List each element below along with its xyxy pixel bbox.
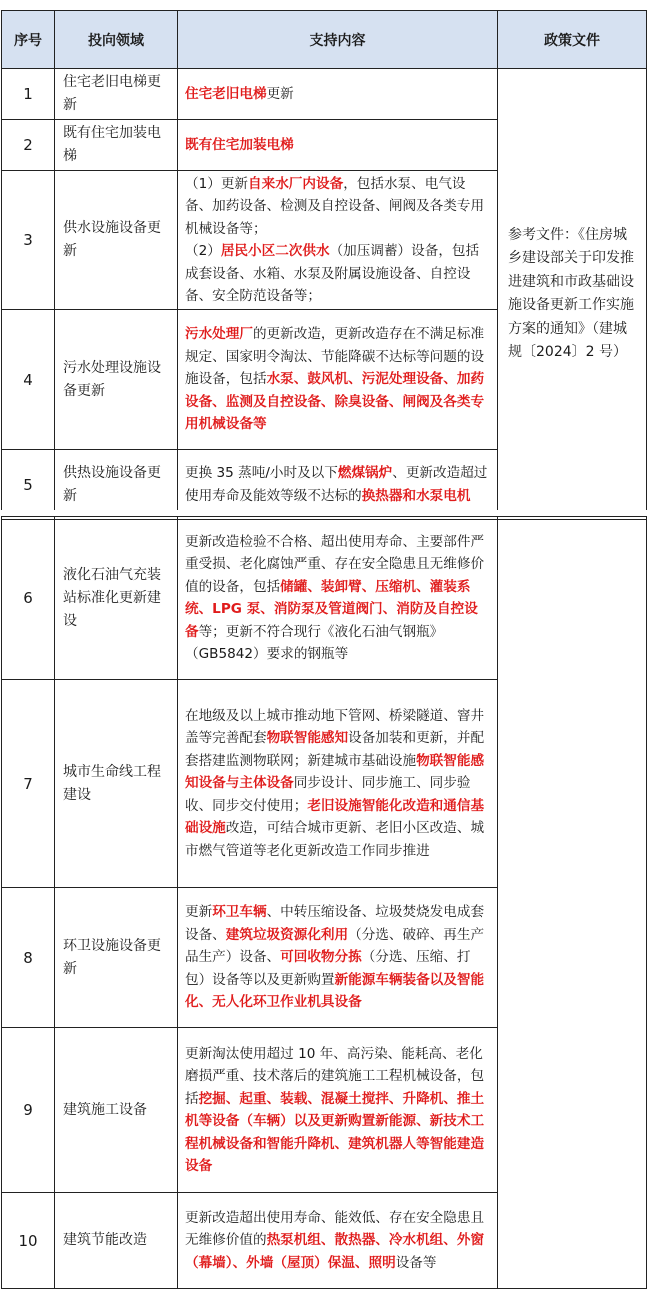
row-no: 1 bbox=[2, 69, 55, 120]
row-field: 供水设施设备更新 bbox=[55, 171, 178, 310]
row-field: 住宅老旧电梯更新 bbox=[55, 69, 178, 120]
row-no: 3 bbox=[2, 171, 55, 310]
highlight-text: 水泵、鼓风机、污泥处理设备、加药设备、监测及自控设备、除臭设备、闸阀及各类专用机械设备等 bbox=[185, 371, 485, 433]
row-no: 9 bbox=[2, 1028, 55, 1193]
row-no: 5 bbox=[2, 450, 55, 520]
row-field: 建筑节能改造 bbox=[55, 1193, 178, 1289]
header-field: 投向领域 bbox=[55, 11, 178, 69]
content-text: 设备等 bbox=[395, 1254, 437, 1271]
highlight-text: 住宅老旧电梯 bbox=[185, 85, 267, 102]
content-text: （分选、破碎、再生产品生产）设备、 bbox=[185, 926, 485, 966]
row-content bbox=[178, 310, 498, 450]
highlight-text: 物联智能感知 bbox=[266, 730, 349, 747]
highlight-text: 建筑垃圾资源化利用 bbox=[225, 926, 349, 943]
row-no: 7 bbox=[2, 680, 55, 888]
content-text: 更换 35 蒸吨/小时及以下 bbox=[185, 465, 338, 481]
row-field: 环卫设施设备更新 bbox=[55, 888, 178, 1028]
content-text: ，包括水泵、电气设备、加药设备、检测及自控设备、闸阀及各类专用机械设备等； bbox=[185, 175, 485, 237]
policy-document: 参考文件：《住房城乡建设部关于印发推进建筑和市政基础设施设备更新工作实施方案的通知》（建城规〔2024〕2 号） bbox=[498, 69, 647, 520]
row-content bbox=[178, 517, 498, 680]
table-header-row bbox=[2, 11, 647, 69]
content-text: 等；更新不符合现行《液化石油气钢瓶》（GB5842）要求的钢瓶等 bbox=[185, 623, 444, 662]
table-row bbox=[2, 517, 647, 680]
header-content: 支持内容 bbox=[178, 11, 498, 69]
row-content bbox=[178, 450, 498, 520]
content-text: 同步设计、同步施工、同步验收、同步交付使用； bbox=[185, 775, 471, 814]
content-text: 、更新改造超过使用寿命及能效等级不达标的 bbox=[185, 465, 488, 504]
content-text: 改造，可结合城市更新、老旧小区改造、城市燃气管道等老化更新改造工作同步推进 bbox=[185, 820, 485, 859]
highlight-text: 环卫车辆 bbox=[212, 904, 267, 921]
row-no: 8 bbox=[2, 888, 55, 1028]
header-policy: 政策文件 bbox=[498, 11, 647, 69]
policy-table-part-1 bbox=[1, 10, 647, 520]
row-field: 既有住宅加装电梯 bbox=[55, 120, 178, 171]
content-text: 更新 bbox=[185, 904, 213, 921]
policy-cell-empty bbox=[498, 517, 647, 1289]
content-text: 更新 bbox=[266, 85, 294, 102]
content-text: （2） bbox=[185, 243, 221, 259]
content-text: 更新改造检验不合格、超出使用寿命、主要部件严重受损、老化腐蚀严重、存在安全隐患且无维修价值的设备，包括 bbox=[185, 533, 485, 595]
highlight-text: 自来水厂内设备 bbox=[248, 175, 344, 192]
highlight-text: 可回收物分拣 bbox=[280, 949, 362, 966]
row-content bbox=[178, 69, 498, 120]
row-no: 6 bbox=[2, 517, 55, 680]
content-text: （加压调蓄）设备，包括成套设备、水箱、水泵及附属设施设备、自控设备、安全防范设备等； bbox=[185, 243, 480, 304]
row-no: 10 bbox=[2, 1193, 55, 1289]
row-content bbox=[178, 1028, 498, 1193]
row-field: 供热设施设备更新 bbox=[55, 450, 178, 520]
row-no: 4 bbox=[2, 310, 55, 450]
row-content bbox=[178, 680, 498, 888]
highlight-text: 储罐、装卸臂、压缩机、灌装系统、LPG 泵、消防泵及管道阀门、消防及自控设备 bbox=[185, 578, 478, 640]
row-content bbox=[178, 120, 498, 171]
highlight-text: 新能源车辆装备以及智能化、无人化环卫作业机具设备 bbox=[185, 971, 485, 1011]
row-content bbox=[178, 171, 498, 310]
highlight-text: 换热器和水泵电机 bbox=[361, 487, 471, 504]
highlight-text: 既有住宅加装电梯 bbox=[185, 136, 294, 153]
row-content bbox=[178, 888, 498, 1028]
highlight-text: 污水处理厂 bbox=[185, 326, 253, 343]
content-text: 更新改造超出使用寿命、能效低、存在安全隐患且无维修价值的 bbox=[185, 1209, 485, 1249]
content-text: （分选、压缩、打包）设备等以及更新购置 bbox=[185, 949, 471, 988]
content-text: 设备加装和更新，并配套搭建监测物联网；新建城市基础设施 bbox=[185, 730, 485, 769]
row-no: 2 bbox=[2, 120, 55, 171]
table-row bbox=[2, 69, 647, 120]
highlight-text: 热泵机组、散热器、冷水机组、外窗（幕墙）、外墙（屋顶）保温、照明 bbox=[185, 1232, 485, 1271]
content-text: 更新淘汰使用超过 10 年、高污染、能耗高、老化磨损严重、技术落后的建筑施工工程机械设备，包括 bbox=[185, 1045, 485, 1107]
header-no: 序号 bbox=[2, 11, 55, 69]
highlight-text: 挖掘、起重、装载、混凝土搅拌、升降机、推土机等设备（车辆）以及更新购置新能源、新技术工程机械设备和智能升降机、建筑机器人等智能建造设备 bbox=[185, 1090, 485, 1174]
policy-table-part-2 bbox=[1, 516, 647, 1289]
row-content bbox=[178, 1193, 498, 1289]
row-field: 污水处理设施设备更新 bbox=[55, 310, 178, 450]
highlight-text: 燃煤锅炉 bbox=[337, 465, 393, 481]
content-text: 、中转压缩设备、垃圾焚烧发电成套设备、 bbox=[185, 904, 485, 943]
content-text: 的更新改造，更新改造存在不满足标准规定、国家明令淘汰、节能降碳不达标等问题的设施设备，包括 bbox=[185, 326, 485, 388]
row-field: 建筑施工设备 bbox=[55, 1028, 178, 1193]
highlight-text: 居民小区二次供水 bbox=[220, 243, 330, 259]
highlight-text: 物联智能感知设备与主体设备 bbox=[185, 752, 485, 792]
row-field: 城市生命线工程建设 bbox=[55, 680, 178, 888]
highlight-text: 老旧设施智能化改造和通信基础设施 bbox=[185, 797, 485, 837]
content-text: 在地级及以上城市推动地下管网、桥梁隧道、窨井盖等完善配套 bbox=[185, 707, 485, 747]
content-text: （1）更新 bbox=[185, 175, 249, 192]
row-field: 液化石油气充装站标准化更新建设 bbox=[55, 517, 178, 680]
